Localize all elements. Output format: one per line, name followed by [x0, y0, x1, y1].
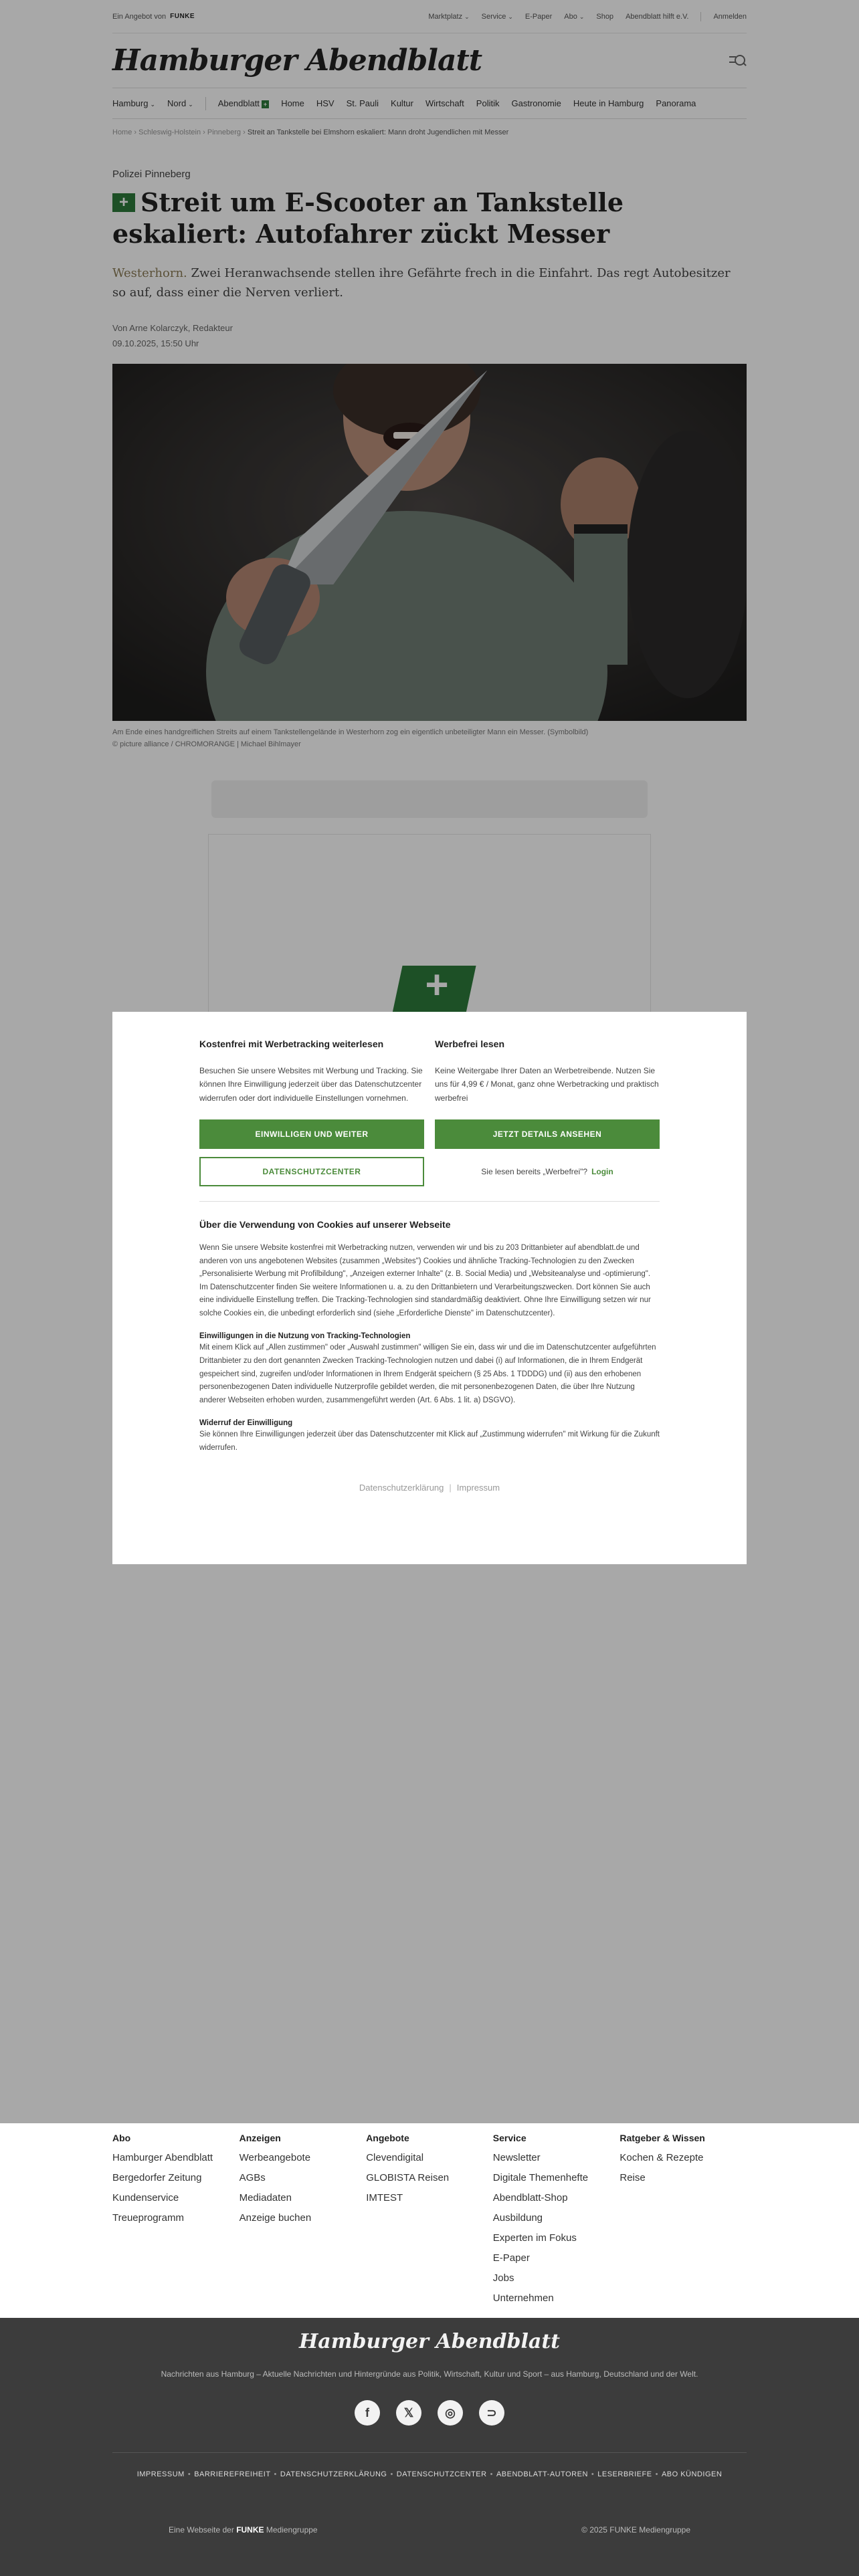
social-links: [0, 2400, 859, 2426]
breadcrumb-sep: ›: [203, 128, 205, 136]
footer-column: [112, 2133, 240, 2304]
site-logo[interactable]: Hamburger Abendblatt: [112, 43, 482, 78]
footer-links: [0, 2123, 859, 2318]
article-kicker: Polizei Pinneberg: [112, 169, 191, 180]
chevron-down-icon: ⌄: [508, 13, 513, 20]
nav-hsv[interactable]: HSV: [316, 98, 335, 108]
footer-link[interactable]: Werbeangebote: [239, 2152, 311, 2163]
teaser-location: Westerhorn.: [112, 266, 187, 281]
headline-text: Streit um E-Scooter an Tankstelle eskaliert: Autofahrer zückt Messer: [112, 187, 624, 249]
topnav-abendblatt-hilft[interactable]: Abendblatt hilft e.V.: [626, 12, 689, 21]
chevron-down-icon: ⌄: [464, 13, 470, 20]
chevron-down-icon: ⌄: [579, 13, 585, 20]
footer-link[interactable]: Newsletter: [492, 2152, 541, 2163]
footer-link[interactable]: IMTEST: [366, 2192, 403, 2204]
accept-button[interactable]: EINWILLIGEN UND WEITER: [199, 1119, 424, 1149]
legal-separator: •: [591, 2470, 595, 2478]
footer-link[interactable]: AGBs: [239, 2172, 266, 2183]
legal-separator: •: [655, 2470, 658, 2478]
footer-columns: [112, 2123, 747, 2304]
footer-link[interactable]: Bergedorfer Zeitung: [112, 2172, 202, 2183]
nav-wirtschaft[interactable]: Wirtschaft: [425, 98, 464, 108]
revoke-text: Sie können Ihre Einwilligungen jederzeit über das Datenschutzcenter mit Klick auf „Zustimmung widerrufen" mit Wirkung für die Zukunft widerrufen.: [199, 1430, 660, 1452]
caption-credit: © picture alliance / CHROMORANGE | Michael Bihlmayer: [112, 740, 301, 749]
footer-column: [493, 2133, 620, 2304]
tracking-title: Einwilligungen in die Nutzung von Tracking-Technologien: [199, 1332, 411, 1341]
divider: [199, 1201, 660, 1202]
footer-column-heading: Service: [492, 2133, 527, 2143]
imprint-link[interactable]: Impressum: [456, 1483, 500, 1493]
footer-link[interactable]: Clevendigital: [366, 2152, 424, 2163]
author[interactable]: Von Arne Kolarczyk, Redakteur: [112, 322, 233, 333]
footer-bottom: [169, 2525, 690, 2535]
topnav-shop[interactable]: Shop: [596, 12, 614, 21]
free-title: Kostenfrei mit Werbetracking weiterlesen: [199, 1039, 384, 1049]
facebook-icon[interactable]: f: [355, 2400, 380, 2426]
plus-badge: +: [112, 193, 135, 212]
legal-links: [112, 2452, 747, 2478]
footer-link[interactable]: Kochen & Rezepte: [619, 2152, 704, 2163]
legal-link[interactable]: LESERBRIEFE: [597, 2470, 652, 2478]
already-text: Sie lesen bereits „Werbefrei"?: [481, 1167, 588, 1177]
legal-separator: •: [490, 2470, 493, 2478]
footer-column: [619, 2133, 747, 2304]
nav-heute-in-hamburg[interactable]: Heute in Hamburg: [573, 98, 644, 108]
footer-column-heading: Anzeigen: [239, 2133, 281, 2143]
legal-separator: •: [187, 2470, 191, 2478]
footer-link[interactable]: Experten im Fokus: [492, 2232, 577, 2244]
x-icon[interactable]: 𝕏: [396, 2400, 421, 2426]
chevron-down-icon: ⌄: [188, 101, 193, 108]
details-button[interactable]: JETZT DETAILS ANSEHEN: [435, 1119, 660, 1149]
publish-date: 09.10.2025, 15:50 Uhr: [112, 338, 199, 349]
footer-link[interactable]: Ausbildung: [492, 2212, 543, 2224]
breadcrumb-current: Streit an Tankstelle bei Elmshorn eskaliert: Mann droht Jugendlichen mit Messer: [247, 128, 509, 136]
nav-panorama[interactable]: Panorama: [656, 98, 696, 108]
nav-politik[interactable]: Politik: [476, 98, 500, 108]
privacy-policy-link[interactable]: Datenschutzerklärung: [359, 1483, 444, 1493]
legal-link[interactable]: DATENSCHUTZERKLÄRUNG: [280, 2470, 387, 2478]
adfree-text: Keine Weitergabe Ihrer Daten an Werbetreibende. Nutzen Sie uns für 4,99 € / Monat, ganz ohne Werbetracking und praktisch werbefrei: [435, 1066, 659, 1103]
cookies-title: Über die Verwendung von Cookies auf unserer Webseite: [199, 1219, 451, 1230]
consent-modal: [112, 1012, 747, 1564]
login-link[interactable]: Login: [591, 1167, 613, 1177]
legal-link[interactable]: ABENDBLATT-AUTOREN: [496, 2470, 588, 2478]
teaser-text: Zwei Heranwachsende stellen ihre Gefährte frech in die Einfahrt. Das regt Autobesitzer so auf, dass einer die Nerven verliert.: [112, 266, 731, 300]
already-subscribed: [435, 1157, 660, 1186]
footer-link[interactable]: Hamburger Abendblatt: [112, 2152, 213, 2163]
revoke-title: Widerruf der Einwilligung: [199, 1419, 293, 1428]
website-of-prefix: Eine Webseite der: [169, 2525, 234, 2535]
link-separator: |: [449, 1483, 452, 1493]
plus-badge: +: [262, 100, 269, 108]
chevron-down-icon: ⌄: [150, 101, 156, 108]
offer-label: Ein Angebot von: [112, 12, 167, 21]
topnav-epaper[interactable]: E-Paper: [524, 12, 553, 21]
privacy-center-button[interactable]: DATENSCHUTZCENTER: [199, 1157, 424, 1186]
modal-footer-links: [199, 1483, 660, 1493]
free-text: Besuchen Sie unsere Websites mit Werbung und Tracking. Sie können Ihre Einwilligung jederzeit über das Datenschutzcenter widerrufen oder dort individuelle Einstellungen vornehmen.: [199, 1066, 423, 1103]
footer-link[interactable]: Jobs: [492, 2272, 514, 2284]
login-link[interactable]: Anmelden: [713, 12, 747, 21]
footer-link[interactable]: Reise: [619, 2172, 646, 2183]
topnav-label: Abo: [564, 12, 577, 21]
footer-link[interactable]: Digitale Themenhefte: [492, 2172, 589, 2183]
footer-logo[interactable]: Hamburger Abendblatt: [298, 2330, 561, 2353]
nav-label: Abendblatt: [217, 98, 260, 108]
legal-separator: •: [390, 2470, 393, 2478]
footer-link[interactable]: Mediadaten: [239, 2192, 292, 2204]
footer-column-heading: Abo: [112, 2133, 131, 2143]
footer-link[interactable]: Treueprogramm: [112, 2212, 184, 2224]
nav-home[interactable]: Home: [281, 98, 304, 108]
legal-link[interactable]: ABO KÜNDIGEN: [661, 2470, 723, 2478]
footer-link[interactable]: Unternehmen: [492, 2292, 554, 2304]
footer-column: [366, 2133, 493, 2304]
copyright: © 2025 FUNKE Mediengruppe: [581, 2525, 690, 2535]
website-of-brand: FUNKE: [236, 2525, 264, 2535]
nav-kultur[interactable]: Kultur: [391, 98, 413, 108]
legal-link[interactable]: IMPRESSUM: [136, 2470, 185, 2478]
legal-link[interactable]: DATENSCHUTZCENTER: [396, 2470, 487, 2478]
footer-column-heading: Ratgeber & Wissen: [619, 2133, 705, 2143]
funke-logo[interactable]: FUNKE: [170, 13, 195, 20]
footer-link[interactable]: GLOBISTA Reisen: [366, 2172, 450, 2183]
footer-link[interactable]: Kundenservice: [112, 2192, 179, 2204]
caption-text: Am Ende eines handgreiflichen Streits auf einem Tankstellengelände in Westerhorn zog ein eigentlich unbeteiligter Mann ein Messer. (Symbolbild): [112, 728, 589, 736]
nav-gastronomie[interactable]: Gastronomie: [511, 98, 561, 108]
dark-footer: [0, 2318, 859, 2576]
footer-column-heading: Angebote: [366, 2133, 409, 2143]
legal-link[interactable]: BARRIEREFREIHEIT: [194, 2470, 271, 2478]
rss-icon[interactable]: ⊃: [479, 2400, 504, 2426]
footer-tagline: Nachrichten aus Hamburg – Aktuelle Nachrichten und Hintergründe aus Politik, Wirtschaft, Kultur und Sport – aus Hamburg, Deutschland und der Welt.: [161, 2369, 698, 2379]
topnav-label: Service: [481, 12, 506, 21]
adfree-title: Werbefrei lesen: [435, 1039, 505, 1049]
tracking-text: Mit einem Klick auf „Allen zustimmen" oder „Auswahl zustimmen" willigen Sie ein, dass wir und die im Datenschutzcenter aufgeführten Drittanbieter zu den dort genannten Zwecken Tracking-Technologien nutzen und dabei (i) auf Informationen, die in Ihrem Endgerät gespeichert sind, zugreifen und/oder Informationen in Ihrem Endgerät speichern (§ 25 Abs. 1 TDDDG) und (ii) aus den erhobenen personenbezogenen Daten individuelle Nutzerprofile gebildet werden, die mit personenbezogenen Daten, die über Ihre Nutzung anderer Webseiten erhoben wurden, zusammengeführt werden (Art. 6 Abs. 1 lit. a) DSGVO).: [199, 1344, 656, 1404]
footer-link[interactable]: E-Paper: [492, 2252, 530, 2264]
consent-free-column: [199, 1039, 424, 1186]
consent-columns: [199, 1039, 660, 1186]
consent-adfree-column: [435, 1039, 660, 1186]
nav-st-pauli[interactable]: St. Pauli: [346, 98, 379, 108]
footer-link[interactable]: Abendblatt-Shop: [492, 2192, 568, 2204]
cookies-text: Wenn Sie unsere Website kostenfrei mit Werbetracking nutzen, verwenden wir und bis zu 203 Drittanbieter auf abendblatt.de und anderen von uns angebotenen Websites (zusammen „Websites") Cookies und ähnliche Tracking-Technologien zu den Zwecken „Personalisierte Werbung mit Profilbildung", „Anzeigen externer Inhalte" (z. B. Social Media) und „Websiteanalyse und -optimierung". Im Datenschutzcenter finden Sie weitere Informationen u. a. zu den Drittanbietern und Verarbeitungszwecken. Dort können Sie auch eine individuelle Einstellung treffen. Die Tracking-Technologien sind standardmäßig deaktiviert. Ohne Ihre Einwilligung setzen wir nur solche Cookies ein, die unbedingt erforderlich sind (siehe „Erforderliche Dienste" im Datenschutzcenter).: [199, 1244, 651, 1317]
website-of-suffix: Mediengruppe: [266, 2525, 318, 2535]
footer-column: [240, 2133, 367, 2304]
website-of: [169, 2525, 318, 2535]
breadcrumb-schleswig-holstein[interactable]: Schleswig-Holstein: [138, 128, 201, 136]
legal-separator: •: [274, 2470, 277, 2478]
footer-link[interactable]: Anzeige buchen: [239, 2212, 312, 2224]
breadcrumb-sep: ›: [134, 128, 137, 136]
instagram-icon[interactable]: ◎: [438, 2400, 463, 2426]
breadcrumb-home[interactable]: Home: [112, 128, 132, 136]
breadcrumb-sep: ›: [243, 128, 246, 136]
breadcrumb-pinneberg[interactable]: Pinneberg: [207, 128, 242, 136]
topnav-label: Marktplatz: [428, 12, 463, 21]
nav-label: Nord: [167, 98, 187, 108]
nav-label: Hamburg: [112, 98, 149, 108]
